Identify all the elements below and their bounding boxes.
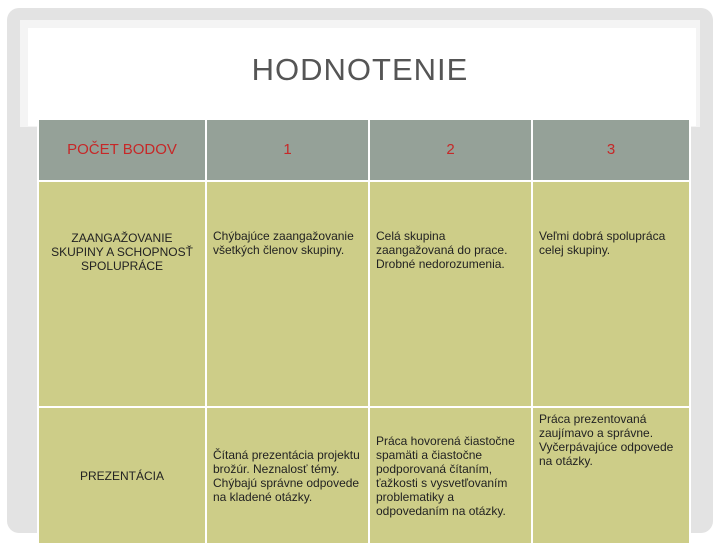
header-cell-points: POČET BODOV bbox=[39, 120, 205, 180]
table-cell: Chýbajúce zaangažovanie všetkých členov skupiny. bbox=[207, 182, 368, 406]
table-cell: Práca prezentovaná zaujímavo a správne. Vyčerpávajúce odpovede na otázky. bbox=[533, 408, 689, 543]
table-header-row bbox=[39, 120, 689, 180]
row-label: ZAANGAŽOVANIE SKUPINY A SCHOPNOSŤ SPOLUPRÁCE bbox=[39, 182, 205, 406]
header-cell-1: 1 bbox=[207, 120, 368, 180]
header-cell-2: 2 bbox=[370, 120, 531, 180]
slide-title: HODNOTENIE bbox=[251, 52, 469, 87]
table-row bbox=[39, 182, 689, 406]
table-cell: Čítaná prezentácia projektu brožúr. Neznalosť témy. Chýbajú správne odpovede na kladené otázky. bbox=[207, 408, 368, 543]
table-row bbox=[39, 408, 689, 543]
rating-table bbox=[37, 118, 691, 545]
table-cell: Celá skupina zaangažovaná do prace. Drobné nedorozumenia. bbox=[370, 182, 531, 406]
table-cell: Práca hovorená čiastočne spamäti a čiastočne podporovaná čítaním, ťažkosti s vysvetľovaním problematiky a odpovedaním na otázky. bbox=[370, 408, 531, 543]
table-cell: Veľmi dobrá spolupráca celej skupiny. bbox=[533, 182, 689, 406]
header-cell-3: 3 bbox=[533, 120, 689, 180]
row-label: PREZENTÁCIA bbox=[39, 408, 205, 543]
